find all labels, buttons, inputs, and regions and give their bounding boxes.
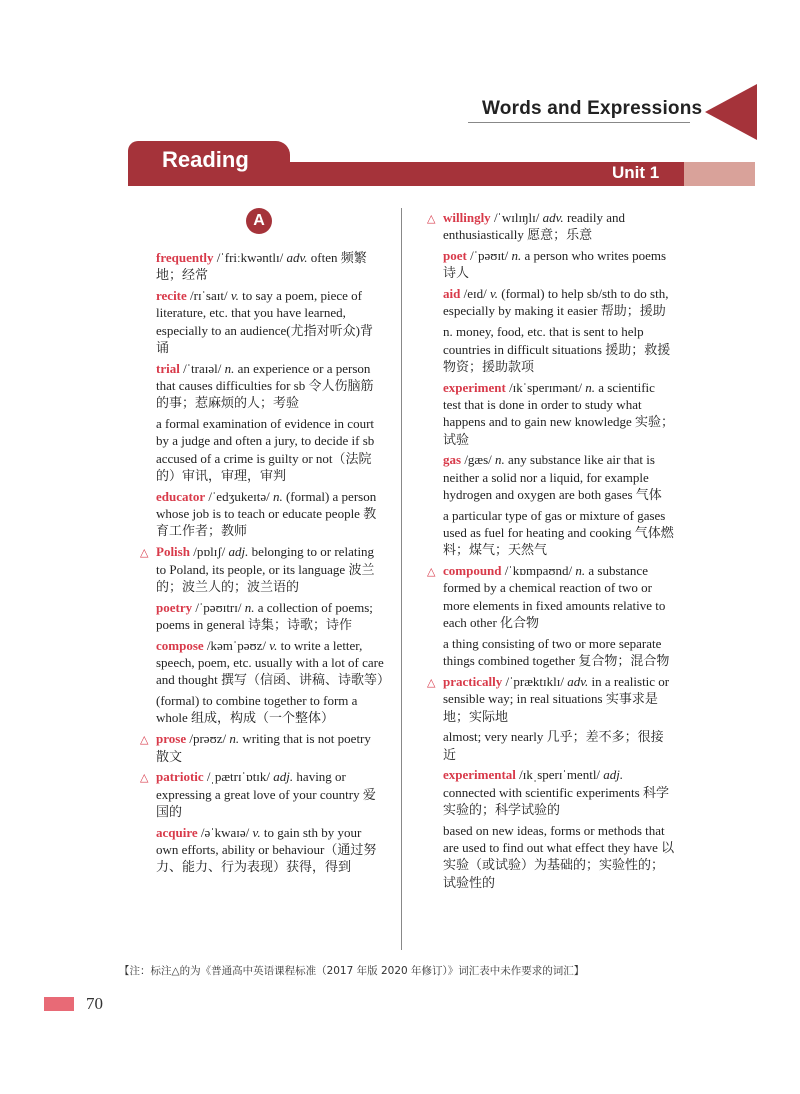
phonetic: /ɪkˈsperɪmənt/ (509, 379, 582, 395)
vocab-entry (427, 673, 675, 725)
register-label: (formal) (285, 488, 330, 504)
headword: recite (156, 288, 187, 304)
headword: willingly (443, 210, 491, 225)
headword: prose (156, 731, 187, 747)
column-divider (401, 208, 402, 950)
triangle-icon: △ (140, 771, 149, 785)
triangle-icon: △ (140, 546, 149, 560)
phonetic: /ɪkˌsperɪˈmentl/ (519, 767, 601, 783)
headword: Polish (156, 544, 190, 560)
register-label: (formal) (501, 286, 545, 302)
vocab-entry (140, 768, 384, 820)
right-column (427, 209, 675, 894)
headword: poet (443, 248, 467, 264)
triangle-icon: △ (140, 733, 149, 747)
part-of-speech: n. (575, 563, 586, 579)
vocab-entry (443, 451, 675, 503)
phonetic: /pɒlɪʃ/ (193, 544, 226, 560)
vocab-entry (156, 599, 384, 634)
reading-tab-label: Reading (162, 147, 249, 172)
vocab-entry (427, 209, 675, 244)
phonetic: /ˈfriːkwəntlɪ/ (216, 250, 284, 265)
vocab-entry (427, 562, 675, 631)
phonetic: /ˈwɪlɪŋlɪ/ (493, 210, 540, 225)
part-of-speech: adj. (273, 769, 294, 785)
triangle-marker-icon (705, 84, 757, 140)
vocab-entry (156, 249, 384, 284)
additional-sense: based on new ideas, forms or methods that are used to find out what effect they have 以实验（或试验）为基础的；实验性的；试验性的 (443, 822, 675, 890)
headword: compound (443, 563, 502, 579)
phonetic: /gæs/ (464, 452, 492, 468)
definition: to say a poem, piece of literature, etc. that you have learned, especially to an audience(尤指对听众)背诵 (156, 288, 373, 355)
part-of-speech: adv. (567, 673, 589, 689)
vocab-entry (156, 360, 384, 412)
definition: an experience or a person that causes difficulties for sb 令人伤脑筋的事；惹麻烦的人；考验 (156, 360, 374, 411)
vocab-entry (443, 247, 675, 282)
phonetic: /kəmˈpəʊz/ (206, 637, 267, 653)
headword: educator (156, 488, 206, 504)
headword: experimental (443, 767, 516, 783)
vocab-entry (140, 730, 384, 765)
definition: a person whose job is to teach or educate people 教育工作者；教师 (156, 488, 377, 539)
phonetic: /ˌpætrɪˈɒtɪk/ (206, 769, 271, 785)
phonetic: /ˈtraɪəl/ (183, 360, 222, 376)
definition: in a realistic or sensible way; in real situations 实事求是地；实际地 (443, 673, 670, 724)
definition: any substance like air that is neither a solid nor a liquid, for example hydrogen and oxygen are both gases 气体 (443, 452, 662, 502)
part-of-speech: v. (489, 286, 499, 302)
part-of-speech: adj. (228, 544, 249, 560)
phonetic: /rɪˈsaɪt/ (190, 288, 228, 304)
headword: acquire (156, 824, 198, 840)
phonetic: /eɪd/ (463, 286, 487, 302)
triangle-icon: △ (427, 675, 436, 689)
part-of-speech: adj. (603, 767, 624, 783)
triangle-icon: △ (427, 212, 436, 225)
definition: to help sb/sth to do sth, especially by making it easier 帮助；援助 (443, 286, 669, 319)
footnote: 【注：标注△的为《普通高中英语课程标准（2017 年版 2020 年修订）》词汇表中未作要求的词汇】 (119, 965, 585, 977)
vocab-entry (140, 543, 384, 595)
definition: a scientific test that is done in order to study what happens and to gain new knowledge 实验；试验 (443, 379, 675, 447)
phonetic: /əˈkwaɪə/ (200, 824, 250, 840)
definition: readily and enthusiastically 愿意；乐意 (443, 210, 626, 243)
vocab-entry (156, 488, 384, 540)
part-of-speech: adv. (286, 250, 308, 265)
unit-label: Unit 1 (612, 163, 660, 182)
additional-sense: a formal examination of evidence in court by a judge and often a jury, to decide if sb accused of a crime is guilty or not（法院的）审讯，审理，审判 (156, 416, 375, 484)
vocab-entry (156, 637, 390, 689)
page-number-bar (44, 997, 74, 1011)
page-number: 70 (86, 994, 103, 1013)
heading-underline (468, 122, 690, 123)
definition: to write a letter, speech, poem, etc. usually with a lot of care and thought 撰写（信函、讲稿、诗歌等） (156, 637, 390, 688)
part-of-speech: n. (244, 599, 255, 615)
definition: writing that is not poetry 散文 (156, 731, 371, 764)
part-of-speech: v. (252, 824, 261, 840)
definition: belonging to or relating to Poland, its people, or its language 波兰的；波兰人的；波兰语的 (156, 544, 375, 594)
part-of-speech: n. (585, 379, 595, 395)
definition: a collection of poems; poems in general 诗集；诗歌；诗作 (156, 599, 373, 632)
phonetic: /ˈedʒukeɪtə/ (208, 488, 270, 504)
triangle-icon: △ (427, 565, 436, 579)
phonetic: /ˈkɒmpaʊnd/ (504, 563, 573, 579)
headword: poetry (156, 599, 193, 615)
vocab-entry (443, 379, 675, 448)
headword: compose (156, 637, 204, 653)
vocab-entry (156, 287, 384, 356)
additional-sense: (formal) to combine together to form a whole 组成，构成（一个整体） (156, 693, 358, 726)
left-column (140, 249, 390, 879)
headword: aid (443, 286, 461, 302)
reading-tab (128, 141, 290, 185)
section-heading: Words and Expressions (482, 98, 703, 119)
definition: a substance formed by a chemical reaction of two or more elements in fixed amounts relative to each other 化合物 (443, 563, 666, 631)
part-of-speech: n. (511, 248, 522, 264)
definition: to gain sth by your own efforts, ability or behaviour（通过努力、能力、行为表现）获得，得到 (156, 824, 377, 875)
additional-sense: a thing consisting of two or more separate things combined together 复合物；混合物 (443, 635, 670, 669)
definition: a person who writes poems 诗人 (443, 248, 667, 281)
part-of-speech: v. (230, 288, 239, 304)
phonetic: /ˈpəʊɪtrɪ/ (195, 599, 242, 615)
part-of-speech: n. (224, 360, 235, 376)
vocab-entry (156, 824, 384, 876)
part-of-speech: n. (495, 452, 505, 468)
letter-circle: A (246, 208, 272, 234)
definition: connected with scientific experiments 科学实验的；科学试验的 (443, 784, 669, 817)
additional-sense: almost; very nearly 几乎；差不多；很接近 (443, 729, 664, 762)
part-of-speech: v. (269, 637, 278, 653)
definition: often 频繁地；经常 (156, 250, 367, 283)
headword: experiment (443, 379, 506, 395)
part-of-speech: n. (229, 731, 240, 747)
headword: patriotic (156, 769, 204, 785)
headword: gas (443, 452, 462, 468)
vocab-entry (443, 766, 675, 818)
definition: having or expressing a great love of your country 爱国的 (156, 769, 376, 819)
unit-band-light (684, 162, 755, 186)
additional-sense: n. money, food, etc. that is sent to help countries in difficult situations 援助；救援物资；援助款项 (443, 324, 671, 374)
part-of-speech: n. (272, 488, 283, 504)
part-of-speech: adv. (542, 210, 564, 225)
phonetic: /prəʊz/ (189, 731, 227, 747)
headword: practically (443, 673, 503, 689)
phonetic: /ˈpræktɪklɪ/ (505, 673, 564, 689)
headword: frequently (156, 250, 214, 265)
phonetic: /ˈpəʊɪt/ (470, 248, 509, 264)
additional-sense: a particular type of gas or mixture of gases used as fuel for heating and cooking 气体燃料；煤气；天然气 (443, 507, 674, 558)
vocab-entry (443, 285, 675, 320)
headword: trial (156, 360, 180, 376)
